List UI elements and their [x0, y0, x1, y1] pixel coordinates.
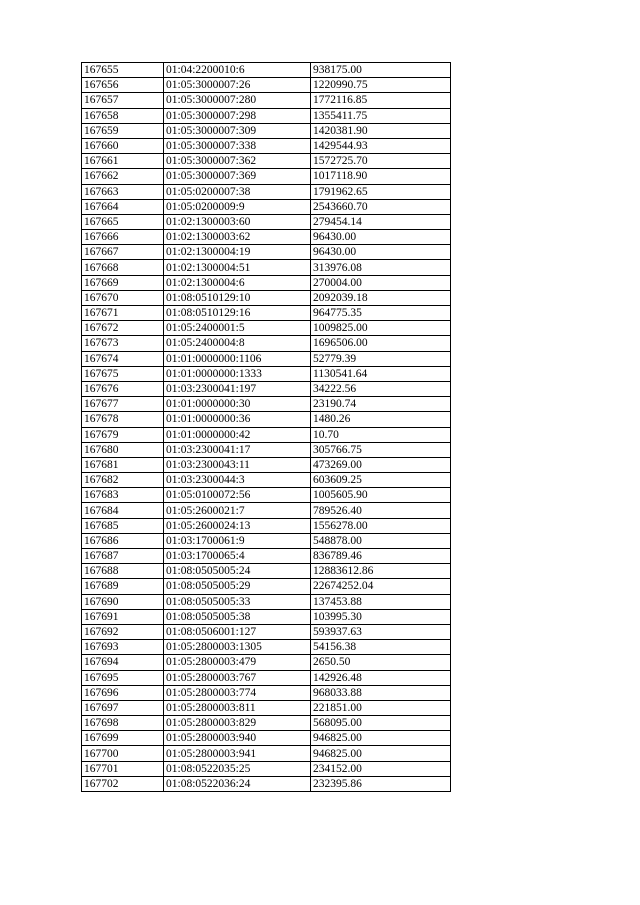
- cadastral-number-cell: 01:02:1300004:51: [164, 260, 311, 275]
- cadastral-number-cell: 01:05:2600024:13: [164, 518, 311, 533]
- row-id-cell: 167697: [82, 700, 164, 715]
- cadastral-number-cell: 01:05:0200009:9: [164, 199, 311, 214]
- value-cell: 946825.00: [311, 746, 451, 761]
- cadastral-number-cell: 01:05:2800003:940: [164, 731, 311, 746]
- table-row: [82, 609, 451, 624]
- row-id-cell: 167690: [82, 594, 164, 609]
- value-cell: 473269.00: [311, 457, 451, 472]
- value-cell: 2650.50: [311, 655, 451, 670]
- cadastral-number-cell: 01:01:0000000:30: [164, 397, 311, 412]
- row-id-cell: 167699: [82, 731, 164, 746]
- value-cell: 270004.00: [311, 275, 451, 290]
- table-row: [82, 716, 451, 731]
- cadastral-number-cell: 01:01:0000000:36: [164, 412, 311, 427]
- cadastral-number-cell: 01:08:0522036:24: [164, 776, 311, 791]
- row-id-cell: 167673: [82, 336, 164, 351]
- cadastral-number-cell: 01:08:0510129:16: [164, 306, 311, 321]
- cadastral-number-cell: 01:05:2800003:941: [164, 746, 311, 761]
- row-id-cell: 167687: [82, 549, 164, 564]
- cadastral-number-cell: 01:01:0000000:1106: [164, 351, 311, 366]
- row-id-cell: 167665: [82, 214, 164, 229]
- table-row: [82, 624, 451, 639]
- value-cell: 1355411.75: [311, 108, 451, 123]
- row-id-cell: 167675: [82, 366, 164, 381]
- table-row: [82, 169, 451, 184]
- row-id-cell: 167672: [82, 321, 164, 336]
- table-row: [82, 457, 451, 472]
- value-cell: 1009825.00: [311, 321, 451, 336]
- cadastral-number-cell: 01:03:2300044:3: [164, 473, 311, 488]
- row-id-cell: 167680: [82, 442, 164, 457]
- row-id-cell: 167676: [82, 381, 164, 396]
- row-id-cell: 167695: [82, 670, 164, 685]
- table-row: [82, 503, 451, 518]
- value-cell: 968033.88: [311, 685, 451, 700]
- value-cell: 836789.46: [311, 549, 451, 564]
- cadastral-number-cell: 01:01:0000000:1333: [164, 366, 311, 381]
- value-cell: 96430.00: [311, 245, 451, 260]
- value-cell: 1130541.64: [311, 366, 451, 381]
- table-row: [82, 670, 451, 685]
- row-id-cell: 167693: [82, 640, 164, 655]
- table-row: [82, 138, 451, 153]
- value-cell: 1772116.85: [311, 93, 451, 108]
- value-cell: 232395.86: [311, 776, 451, 791]
- table-row: [82, 776, 451, 791]
- value-cell: 12883612.86: [311, 564, 451, 579]
- table-row: [82, 184, 451, 199]
- table-row: [82, 731, 451, 746]
- cadastral-number-cell: 01:05:3000007:298: [164, 108, 311, 123]
- row-id-cell: 167686: [82, 533, 164, 548]
- value-cell: 603609.25: [311, 473, 451, 488]
- table-row: [82, 655, 451, 670]
- row-id-cell: 167662: [82, 169, 164, 184]
- row-id-cell: 167656: [82, 78, 164, 93]
- cadastral-number-cell: 01:02:1300004:6: [164, 275, 311, 290]
- row-id-cell: 167663: [82, 184, 164, 199]
- cadastral-number-cell: 01:05:2400001:5: [164, 321, 311, 336]
- value-cell: 96430.00: [311, 230, 451, 245]
- table-row: [82, 518, 451, 533]
- value-cell: 938175.00: [311, 63, 451, 78]
- value-cell: 10.70: [311, 427, 451, 442]
- table-row: [82, 579, 451, 594]
- value-cell: 2543660.70: [311, 199, 451, 214]
- cadastral-number-cell: 01:05:3000007:362: [164, 154, 311, 169]
- cadastral-number-cell: 01:02:1300003:60: [164, 214, 311, 229]
- value-cell: 221851.00: [311, 700, 451, 715]
- row-id-cell: 167678: [82, 412, 164, 427]
- table-row: [82, 230, 451, 245]
- cadastral-number-cell: 01:05:2800003:774: [164, 685, 311, 700]
- cadastral-number-cell: 01:08:0505005:29: [164, 579, 311, 594]
- table-row: [82, 685, 451, 700]
- value-cell: 1420381.90: [311, 123, 451, 138]
- value-cell: 137453.88: [311, 594, 451, 609]
- cadastral-number-cell: 01:03:2300043:11: [164, 457, 311, 472]
- cadastral-number-cell: 01:05:2800003:1305: [164, 640, 311, 655]
- cadastral-number-cell: 01:05:2400004:8: [164, 336, 311, 351]
- row-id-cell: 167696: [82, 685, 164, 700]
- row-id-cell: 167666: [82, 230, 164, 245]
- cadastral-number-cell: 01:05:3000007:369: [164, 169, 311, 184]
- row-id-cell: 167668: [82, 260, 164, 275]
- row-id-cell: 167669: [82, 275, 164, 290]
- value-cell: 1480.26: [311, 412, 451, 427]
- table-row: [82, 290, 451, 305]
- table-row: [82, 336, 451, 351]
- value-cell: 1572725.70: [311, 154, 451, 169]
- table-row: [82, 260, 451, 275]
- value-cell: 1556278.00: [311, 518, 451, 533]
- table-row: [82, 442, 451, 457]
- value-cell: 1017118.90: [311, 169, 451, 184]
- row-id-cell: 167681: [82, 457, 164, 472]
- cadastral-number-cell: 01:05:2600021:7: [164, 503, 311, 518]
- value-cell: 1429544.93: [311, 138, 451, 153]
- row-id-cell: 167701: [82, 761, 164, 776]
- row-id-cell: 167671: [82, 306, 164, 321]
- row-id-cell: 167682: [82, 473, 164, 488]
- table-body: [82, 63, 451, 792]
- table-row: [82, 214, 451, 229]
- row-id-cell: 167685: [82, 518, 164, 533]
- value-cell: 964775.35: [311, 306, 451, 321]
- cadastral-number-cell: 01:08:0505005:38: [164, 609, 311, 624]
- table-row: [82, 245, 451, 260]
- value-cell: 103995.30: [311, 609, 451, 624]
- table-row: [82, 351, 451, 366]
- row-id-cell: 167670: [82, 290, 164, 305]
- table-row: [82, 640, 451, 655]
- row-id-cell: 167692: [82, 624, 164, 639]
- table-row: [82, 397, 451, 412]
- table-row: [82, 366, 451, 381]
- data-table: [81, 62, 451, 792]
- value-cell: 54156.38: [311, 640, 451, 655]
- value-cell: 1005605.90: [311, 488, 451, 503]
- row-id-cell: 167658: [82, 108, 164, 123]
- value-cell: 2092039.18: [311, 290, 451, 305]
- row-id-cell: 167700: [82, 746, 164, 761]
- table-row: [82, 123, 451, 138]
- cadastral-number-cell: 01:05:0100072:56: [164, 488, 311, 503]
- value-cell: 234152.00: [311, 761, 451, 776]
- cadastral-number-cell: 01:05:2800003:811: [164, 700, 311, 715]
- value-cell: 23190.74: [311, 397, 451, 412]
- cadastral-number-cell: 01:05:3000007:338: [164, 138, 311, 153]
- cadastral-number-cell: 01:05:2800003:829: [164, 716, 311, 731]
- table-row: [82, 78, 451, 93]
- table-row: [82, 427, 451, 442]
- row-id-cell: 167661: [82, 154, 164, 169]
- cadastral-number-cell: 01:04:2200010:6: [164, 63, 311, 78]
- cadastral-number-cell: 01:08:0505005:33: [164, 594, 311, 609]
- table-row: [82, 746, 451, 761]
- cadastral-number-cell: 01:08:0510129:10: [164, 290, 311, 305]
- row-id-cell: 167683: [82, 488, 164, 503]
- row-id-cell: 167691: [82, 609, 164, 624]
- cadastral-number-cell: 01:02:1300004:19: [164, 245, 311, 260]
- table-row: [82, 63, 451, 78]
- cadastral-number-cell: 01:08:0522035:25: [164, 761, 311, 776]
- row-id-cell: 167688: [82, 564, 164, 579]
- table-row: [82, 700, 451, 715]
- row-id-cell: 167655: [82, 63, 164, 78]
- value-cell: 1220990.75: [311, 78, 451, 93]
- row-id-cell: 167689: [82, 579, 164, 594]
- row-id-cell: 167679: [82, 427, 164, 442]
- row-id-cell: 167659: [82, 123, 164, 138]
- value-cell: 946825.00: [311, 731, 451, 746]
- cadastral-number-cell: 01:05:2800003:767: [164, 670, 311, 685]
- cadastral-number-cell: 01:08:0505005:24: [164, 564, 311, 579]
- cadastral-number-cell: 01:05:3000007:280: [164, 93, 311, 108]
- value-cell: 313976.08: [311, 260, 451, 275]
- row-id-cell: 167694: [82, 655, 164, 670]
- cadastral-number-cell: 01:03:1700061:9: [164, 533, 311, 548]
- row-id-cell: 167684: [82, 503, 164, 518]
- table-row: [82, 154, 451, 169]
- value-cell: 1791962.65: [311, 184, 451, 199]
- value-cell: 22674252.04: [311, 579, 451, 594]
- value-cell: 305766.75: [311, 442, 451, 457]
- row-id-cell: 167677: [82, 397, 164, 412]
- table-row: [82, 93, 451, 108]
- row-id-cell: 167657: [82, 93, 164, 108]
- table-row: [82, 594, 451, 609]
- value-cell: 593937.63: [311, 624, 451, 639]
- table-row: [82, 488, 451, 503]
- cadastral-number-cell: 01:03:1700065:4: [164, 549, 311, 564]
- cadastral-number-cell: 01:05:3000007:26: [164, 78, 311, 93]
- table-row: [82, 306, 451, 321]
- cadastral-number-cell: 01:01:0000000:42: [164, 427, 311, 442]
- cadastral-number-cell: 01:02:1300003:62: [164, 230, 311, 245]
- table-row: [82, 275, 451, 290]
- cadastral-number-cell: 01:05:3000007:309: [164, 123, 311, 138]
- row-id-cell: 167698: [82, 716, 164, 731]
- value-cell: 34222.56: [311, 381, 451, 396]
- table-row: [82, 564, 451, 579]
- row-id-cell: 167664: [82, 199, 164, 214]
- cadastral-number-cell: 01:05:0200007:38: [164, 184, 311, 199]
- cadastral-number-cell: 01:08:0506001:127: [164, 624, 311, 639]
- table-row: [82, 761, 451, 776]
- value-cell: 52779.39: [311, 351, 451, 366]
- row-id-cell: 167667: [82, 245, 164, 260]
- cadastral-number-cell: 01:05:2800003:479: [164, 655, 311, 670]
- value-cell: 142926.48: [311, 670, 451, 685]
- row-id-cell: 167702: [82, 776, 164, 791]
- table-row: [82, 108, 451, 123]
- value-cell: 1696506.00: [311, 336, 451, 351]
- cadastral-number-cell: 01:03:2300041:197: [164, 381, 311, 396]
- row-id-cell: 167660: [82, 138, 164, 153]
- table-row: [82, 549, 451, 564]
- value-cell: 568095.00: [311, 716, 451, 731]
- table-row: [82, 473, 451, 488]
- cadastral-number-cell: 01:03:2300041:17: [164, 442, 311, 457]
- table-row: [82, 412, 451, 427]
- row-id-cell: 167674: [82, 351, 164, 366]
- table-row: [82, 381, 451, 396]
- value-cell: 279454.14: [311, 214, 451, 229]
- table-row: [82, 199, 451, 214]
- table-row: [82, 533, 451, 548]
- value-cell: 789526.40: [311, 503, 451, 518]
- table-row: [82, 321, 451, 336]
- value-cell: 548878.00: [311, 533, 451, 548]
